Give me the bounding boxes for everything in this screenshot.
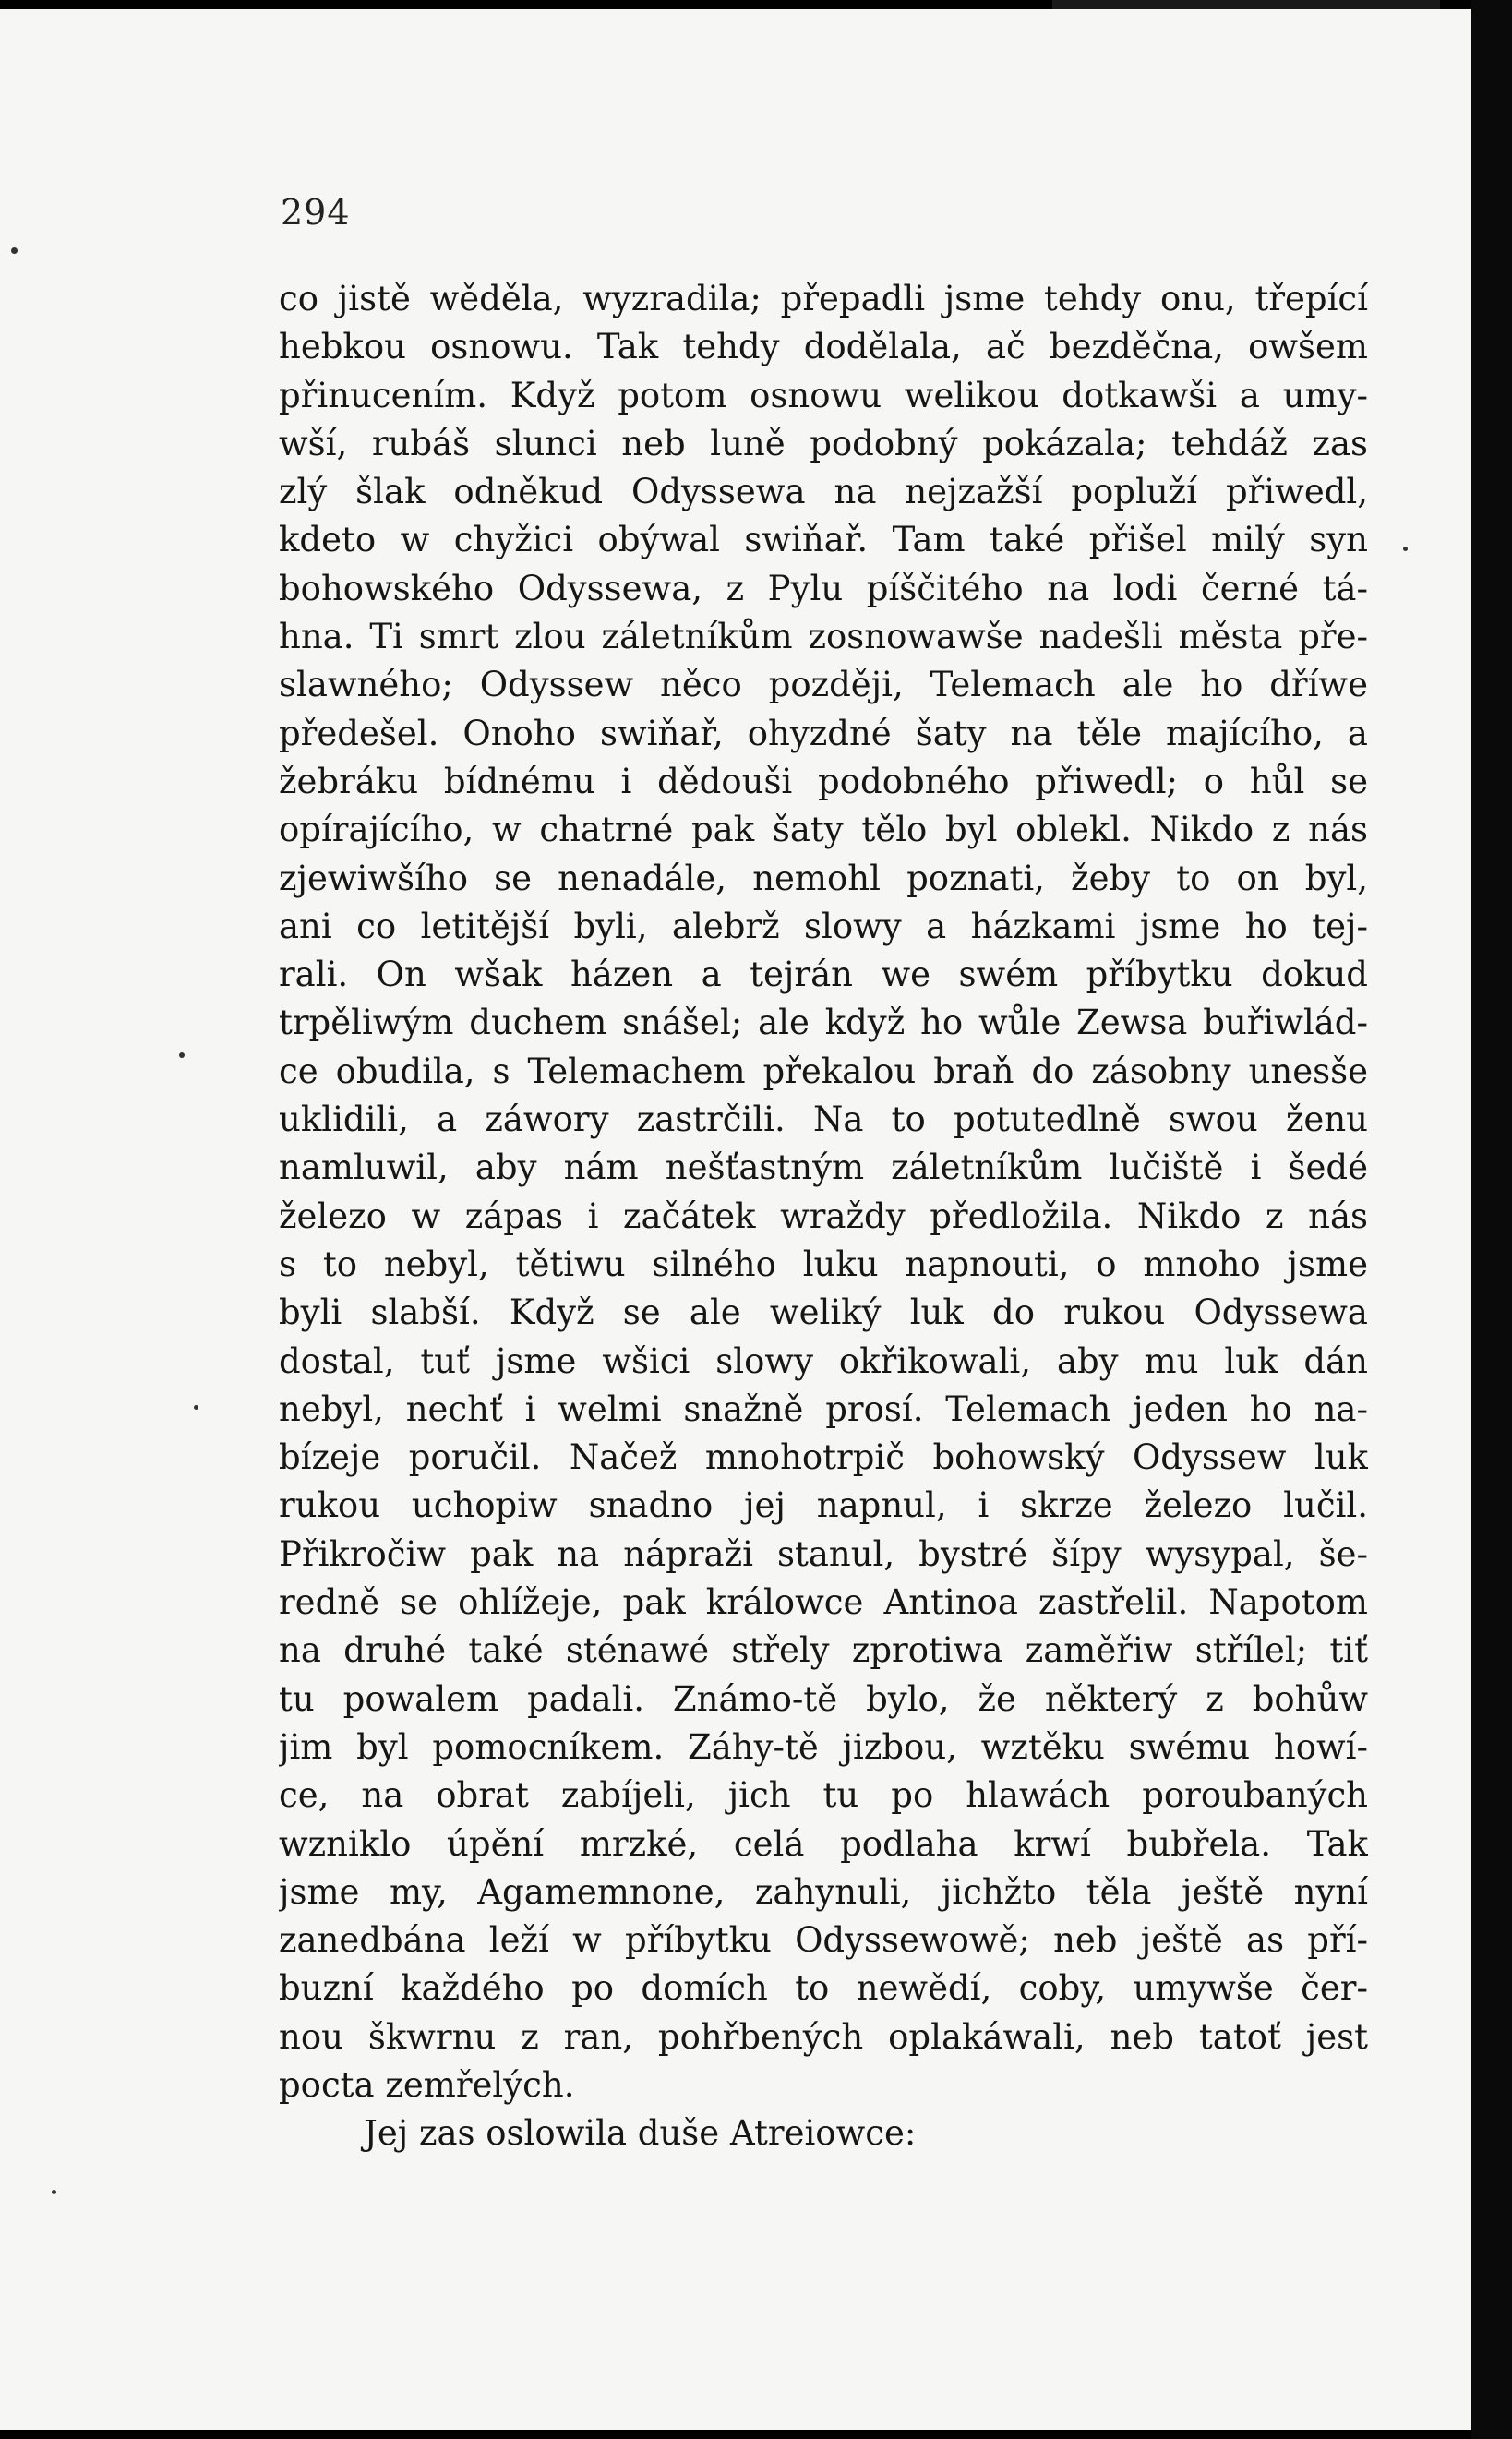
body-text [279, 275, 1368, 2158]
scan-speck [11, 247, 18, 254]
text-line: ani co letitější byli, alebrž slowy a házkami jsme ho tej- [279, 906, 1368, 946]
text-line: bohowského Odyssewa, z Pylu píščitého na lodi černé tá- [279, 568, 1368, 608]
text-line: zlý šlak odněkud Odyssewa na nejzažší popluží přiwedl, [279, 472, 1368, 512]
text-line: pocta zemřelých. [279, 2064, 575, 2105]
text-line: bízeje poručil. Načež mnohotrpič bohowský Odyssew luk [279, 1437, 1368, 1478]
text-line: uklidili, a záwory zastrčili. Na to potutedlně swou ženu [279, 1099, 1368, 1140]
text-line: wzniklo úpění mrzké, celá podlaha krwí bubřela. Tak [279, 1823, 1368, 1864]
text-line: železo w zápas i začátek wraždy předložila. Nikdo z nás [279, 1195, 1368, 1236]
text-line: žebráku bídnému i dědouši podobného přiwedl; o hůl se [279, 761, 1368, 801]
text-line: přinucením. Když potom osnowu welikou dotkawši a umy- [279, 375, 1368, 415]
text-line: ce obudila, s Telemachem překalou braň do zásobny unesše [279, 1051, 1368, 1091]
text-line: rukou uchopiw snadno jej napnul, i skrze železo lučil. [279, 1485, 1368, 1526]
text-line: Přikročiw pak na nápraži stanul, bystré šípy wysypal, še- [279, 1533, 1368, 1574]
text-line: ce, na obrat zabíjeli, jich tu po hlawách poroubaných [279, 1775, 1368, 1816]
text-line: trpěliwým duchem snášel; ale když ho wůle Zewsa buřiwlád- [279, 1003, 1368, 1043]
text-line: kdeto w chyžici obýwal swiňař. Tam také přišel milý syn [279, 520, 1368, 560]
closing-line: Jej zas oslowila duše Atreiowce: [364, 2113, 917, 2154]
text-line: zanedbána leží w příbytku Odyssewowě; neb ještě as pří- [279, 1920, 1368, 1961]
text-line: opírajícího, w chatrné pak šaty tělo byl oblekl. Nikdo z nás [279, 810, 1368, 850]
text-line: nou škwrnu z ran, pohřbených oplakáwali, neb tatoť jest [279, 2016, 1368, 2057]
scan-speck [1403, 547, 1408, 551]
text-line: hebkou osnowu. Tak tehdy dodělala, ač bezděčna, owšem [279, 327, 1368, 367]
text-line: nebyl, nechť i welmi snažně prosí. Telemach jeden ho na- [279, 1388, 1368, 1429]
text-line: byli slabší. Když se ale weliký luk do rukou Odyssewa [279, 1292, 1368, 1333]
page-number: 294 [281, 192, 351, 233]
scan-speck [194, 1405, 198, 1410]
text-line: namluwil, aby nám nešťastným záletníkům lučiště i šedé [279, 1147, 1368, 1188]
text-line: slawného; Odyssew něco později, Telemach ale ho dříwe [279, 665, 1368, 705]
text-line: na druhé také sténawé střely zprotiwa zaměřiw střílel; tiť [279, 1630, 1368, 1671]
text-line: předešel. Onoho swiňař, ohyzdné šaty na těle majícího, a [279, 713, 1368, 753]
text-line: jsme my, Agamemnone, zahynuli, jichžto těla ještě nyní [279, 1871, 1368, 1912]
scan-speck [52, 2190, 56, 2194]
text-line: zjewiwšího se nenadále, nemohl poznati, žeby to on byl, [279, 858, 1368, 898]
text-line: redně se ohlížeje, pak králowce Antinoa zastřelil. Napotom [279, 1582, 1368, 1623]
text-line: hna. Ti smrt zlou záletníkům zosnowawše nadešli města pře- [279, 617, 1368, 657]
scan-right-border [1471, 0, 1512, 2439]
text-line: wší, rubáš slunci neb luně podobný pokázala; tehdáž zas [279, 423, 1368, 463]
text-line: buzní každého po domích to newědí, coby, umywše čer- [279, 1968, 1368, 2009]
scan-top-edge [1052, 0, 1440, 9]
text-line: tu powalem padali. Známo-tě bylo, že některý z bohůw [279, 1678, 1368, 1719]
text-line: dostal, tuť jsme wšici slowy okřikowali, aby mu luk dán [279, 1340, 1368, 1381]
text-line: s to nebyl, tětiwu silného luku napnouti, o mnoho jsme [279, 1244, 1368, 1284]
book-page [0, 9, 1471, 2430]
text-line: rali. On wšak házen a tejrán we swém příbytku dokud [279, 955, 1368, 995]
scan-speck [179, 1052, 185, 1058]
text-line: jim byl pomocníkem. Záhy-tě jizbou, wztěku swému howí- [279, 1726, 1368, 1767]
text-line: co jistě wěděla, wyzradila; přepadli jsme tehdy onu, třepící [279, 279, 1368, 318]
